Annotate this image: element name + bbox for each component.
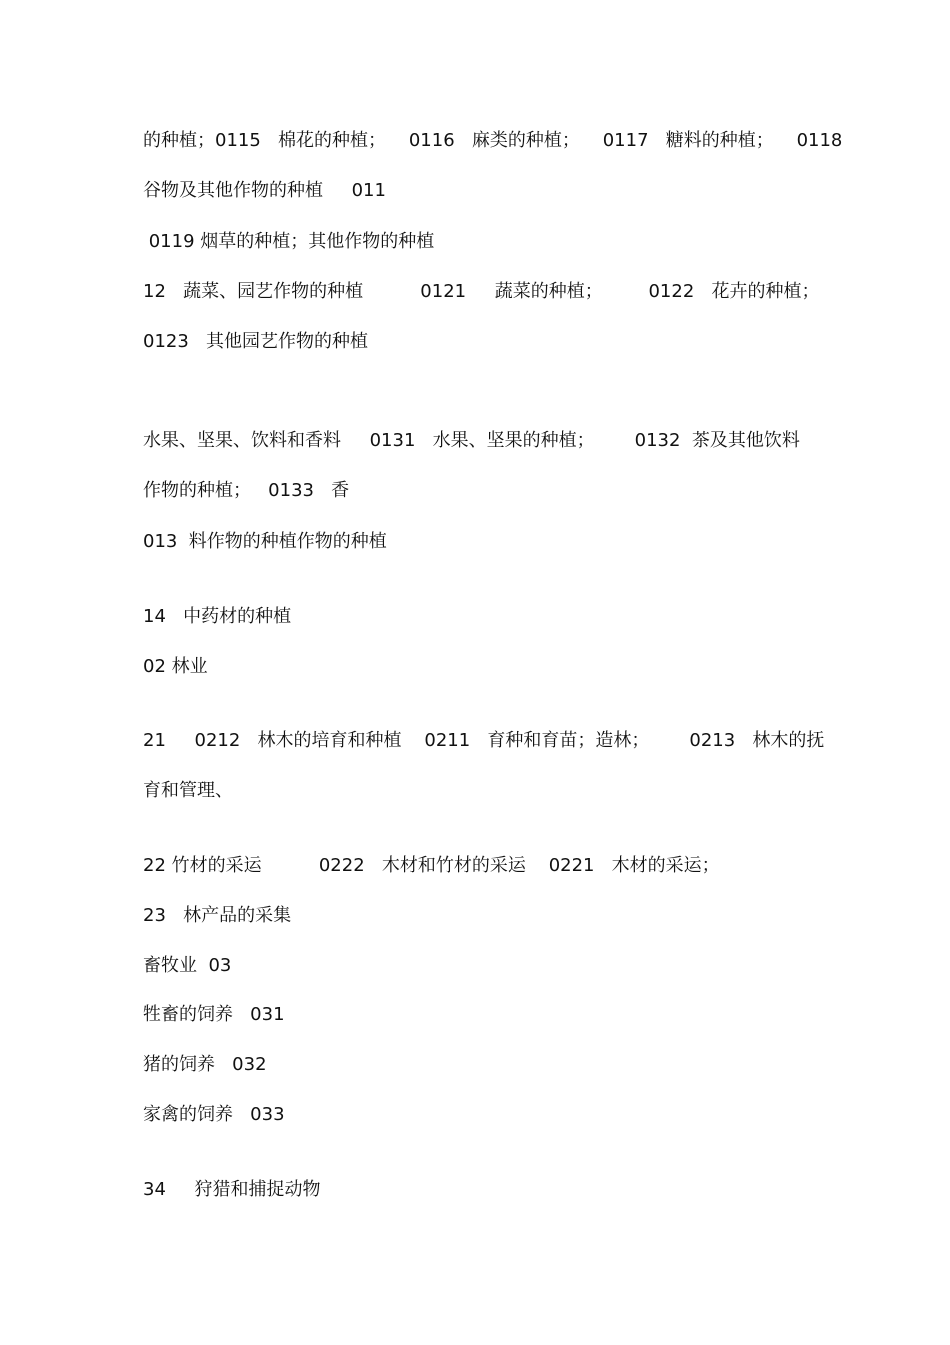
text-line-14: 23 林产品的采集: [143, 905, 292, 926]
text-line-6: 水果、坚果、饮料和香料 0131 水果、坚果的种植； 0132 茶及其他饮料: [143, 430, 800, 451]
text-line-13: 22 竹材的采运 0222 木材和竹材的采运 0221 木材的采运；: [143, 855, 720, 876]
text-line-16: 牲畜的饲养 031: [143, 1004, 285, 1025]
text-line-12: 育和管理、: [143, 780, 233, 801]
text-line-15: 畜牧业 03: [143, 955, 232, 976]
text-line-8: 013 料作物的种植作物的种植: [143, 531, 387, 552]
text-line-10: 02 林业: [143, 656, 208, 677]
text-line-19: 34 狩猎和捕捉动物: [143, 1179, 321, 1200]
text-line-7: 作物的种植； 0133 香: [143, 480, 350, 501]
text-line-5: 0123 其他园艺作物的种植: [143, 331, 368, 352]
text-line-4: 12 蔬菜、园艺作物的种植 0121 蔬菜的种植； 0122 花卉的种植；: [143, 281, 820, 302]
text-line-2: 谷物及其他作物的种植 011: [143, 180, 386, 201]
text-line-17: 猪的饲养 032: [143, 1054, 267, 1075]
text-line-9: 14 中药材的种植: [143, 606, 292, 627]
text-line-11: 21 0212 林木的培育和种植 0211 育种和育苗；造林； 0213 林木的抚: [143, 730, 825, 751]
text-line-3: 0119 烟草的种植；其他作物的种植: [143, 231, 435, 252]
text-line-18: 家禽的饲养 033: [143, 1104, 285, 1125]
text-line-1: 的种植；0115 棉花的种植； 0116 麻类的种植； 0117 糖料的种植； 0118: [143, 130, 843, 151]
